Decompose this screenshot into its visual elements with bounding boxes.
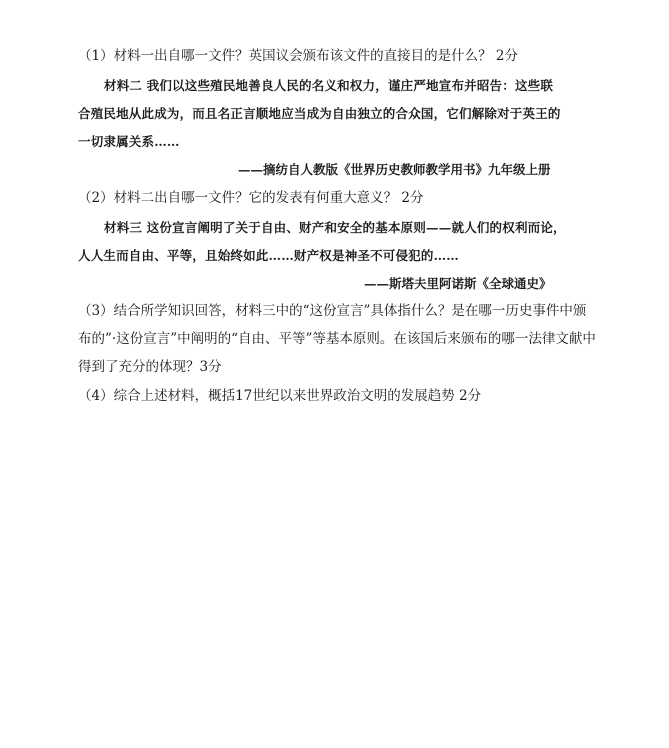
question-4: （4）综合上述材料，概括17世纪以来世界政治文明的发展趋势 2分 (78, 388, 482, 404)
question-1: （1）材料一出自哪一文件？英国议会颁布该文件的直接目的是什么？ 2分 (78, 48, 518, 64)
question-3-line-2: 布的”·这份宣言”中阐明的“自由、平等”等基本原则。在该国后来颁布的哪一法律文献中 (78, 331, 596, 347)
question-2: （2）材料二出自哪一文件？它的发表有何重大意义？ 2分 (78, 190, 424, 206)
material-3-line-2: 人人生而自由、平等，且始终如此……财产权是神圣不可侵犯的…… (78, 248, 460, 263)
question-3-line-1: （3）结合所学知识回答，材料三中的“这份宣言”具体指什么？是在哪一历史事件中颁 (78, 303, 587, 319)
material-3-source: ——斯塔夫里阿诺斯《全球通史》 (364, 276, 552, 291)
material-2-line-2: 合殖民地从此成为，而且名正言顺地应当成为自由独立的合众国，它们解除对于英王的 (78, 106, 561, 121)
question-3-line-3: 得到了充分的体现？3分 (78, 359, 222, 375)
material-2-source: ——摘纺自人教版《世界历史教师教学用书》九年级上册 (238, 162, 551, 177)
material-3-line-1: 材料三 这份宣言阐明了关于自由、财产和安全的基本原则——就人们的权利而论， (104, 220, 566, 235)
material-2-line-3: 一切隶属关系…… (78, 134, 180, 149)
material-2-line-1: 材料二 我们以这些殖民地善良人民的名义和权力，谨庄严地宣布并昭告：这些联 (104, 78, 554, 93)
